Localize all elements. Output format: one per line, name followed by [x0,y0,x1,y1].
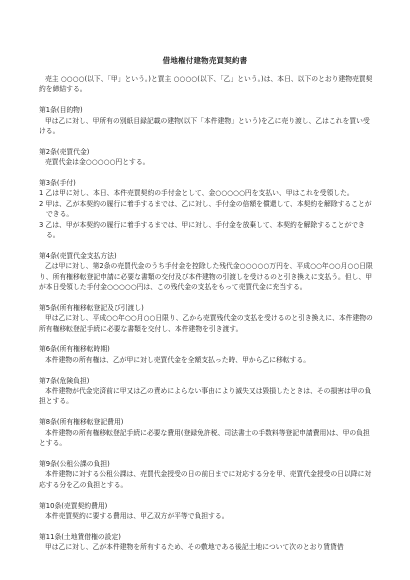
article-heading: 第8条(所有権移転登記費用) [39,418,124,427]
article-6 [39,344,375,365]
article-8 [39,417,375,448]
article-heading: 第5条(所有権移転登記及び引渡し) [39,303,144,312]
article-text: 本件建物に対する公租公課は、売買代金授受の日の前日までに対応する分を甲、売買代金授受の日以降に対応する分を乙の負担とする。 [39,470,372,489]
intro-paragraph: 売主 ○○○○(以下、「甲」という。)と買主 ○○○○(以下、「乙」という。)は、本日、以下のとおり建物売買契約を締結する。 [39,75,373,94]
article-9 [39,459,375,490]
article-text: 乙は甲に対し、第2条の売買代金のうち手付金を控除した残代金○○○○○万円を、平成○○年○○月○○日限り、所有権移転登記申請に必要な書類の交付及び本件建物の引渡しを受けるのと引き換えに支払う。但し、甲が本日受領した手付金○○○○○円は、この残代金の支払をもって売買代金に充当する。 [39,262,373,292]
article-heading: 第11条(土地賃借権の設定) [39,532,121,541]
article-text: 甲は乙に対し、平成○○年○○月○○日限り、乙から売買残代金の支払を受けるのと引き換えに、本件建物の所有権移転登記手続に必要な書類を交付し、本件建物を引き渡す。 [39,314,373,333]
document-body [39,74,375,553]
article-heading: 第6条(所有権移転時期) [39,345,110,354]
article-item: 2 甲は、乙が本契約の履行に着手するまでは、乙に対し、手付金の倍額を償還して、本契約を解除することができる。 [39,199,372,219]
article-text: 甲は乙に対し、乙が本件建物を所有するため、その敷地である後記土地について次のとおり賃貸借 [45,543,344,552]
article-4 [39,251,375,293]
article-heading: 第4条(売買代金支払方法) [39,251,117,260]
document-title: 借地権付建物売買契約書 [162,56,248,65]
article-2 [39,147,375,168]
article-text: 売買代金は金○○○○○円とする。 [45,158,150,167]
article-7 [39,376,375,407]
article-heading: 第10条(売買契約費用) [39,501,108,510]
article-3 [39,178,375,240]
article-heading: 第3条(手付) [39,179,76,188]
article-5 [39,303,375,334]
article-1 [39,105,375,136]
article-heading: 第9条(公租公課の負担) [39,459,110,468]
article-item: 3 乙は、甲が本契約の履行に着手するまでは、甲に対し、手付金を放棄して、本契約を解除することができる。 [39,220,365,240]
article-text: 本件建物の所有権移転登記手続に必要な費用(登録免許税、司法書士の手数料等登記申請費用)は、甲の負担とする。 [39,428,370,448]
article-heading: 第2条(売買代金) [39,147,90,156]
article-item: 1 乙は甲に対し、本日、本件売買契約の手付金として、金○○○○○円を支払い、甲はこれを受領した。 [39,189,354,198]
article-11 [39,532,375,553]
article-10 [39,501,375,522]
article-text: 甲は乙に対し、甲所有の別紙目録記載の建物(以下「本件建物」という)を乙に売り渡し、乙はこれを買い受ける。 [39,116,370,136]
article-heading: 第7条(危険負担) [39,376,90,385]
article-text: 本件売買契約に要する費用は、甲乙双方が平等で負担する。 [45,511,229,520]
article-text: 本件建物が代金完済前に甲又は乙の責めによらない事由により滅失又は毀損したときは、その損害は甲の負担とする。 [39,387,372,406]
article-heading: 第1条(目的物) [39,106,83,115]
article-text: 本件建物の所有権は、乙が甲に対し売買代金を全額支払った時、甲から乙に移転する。 [45,355,311,364]
